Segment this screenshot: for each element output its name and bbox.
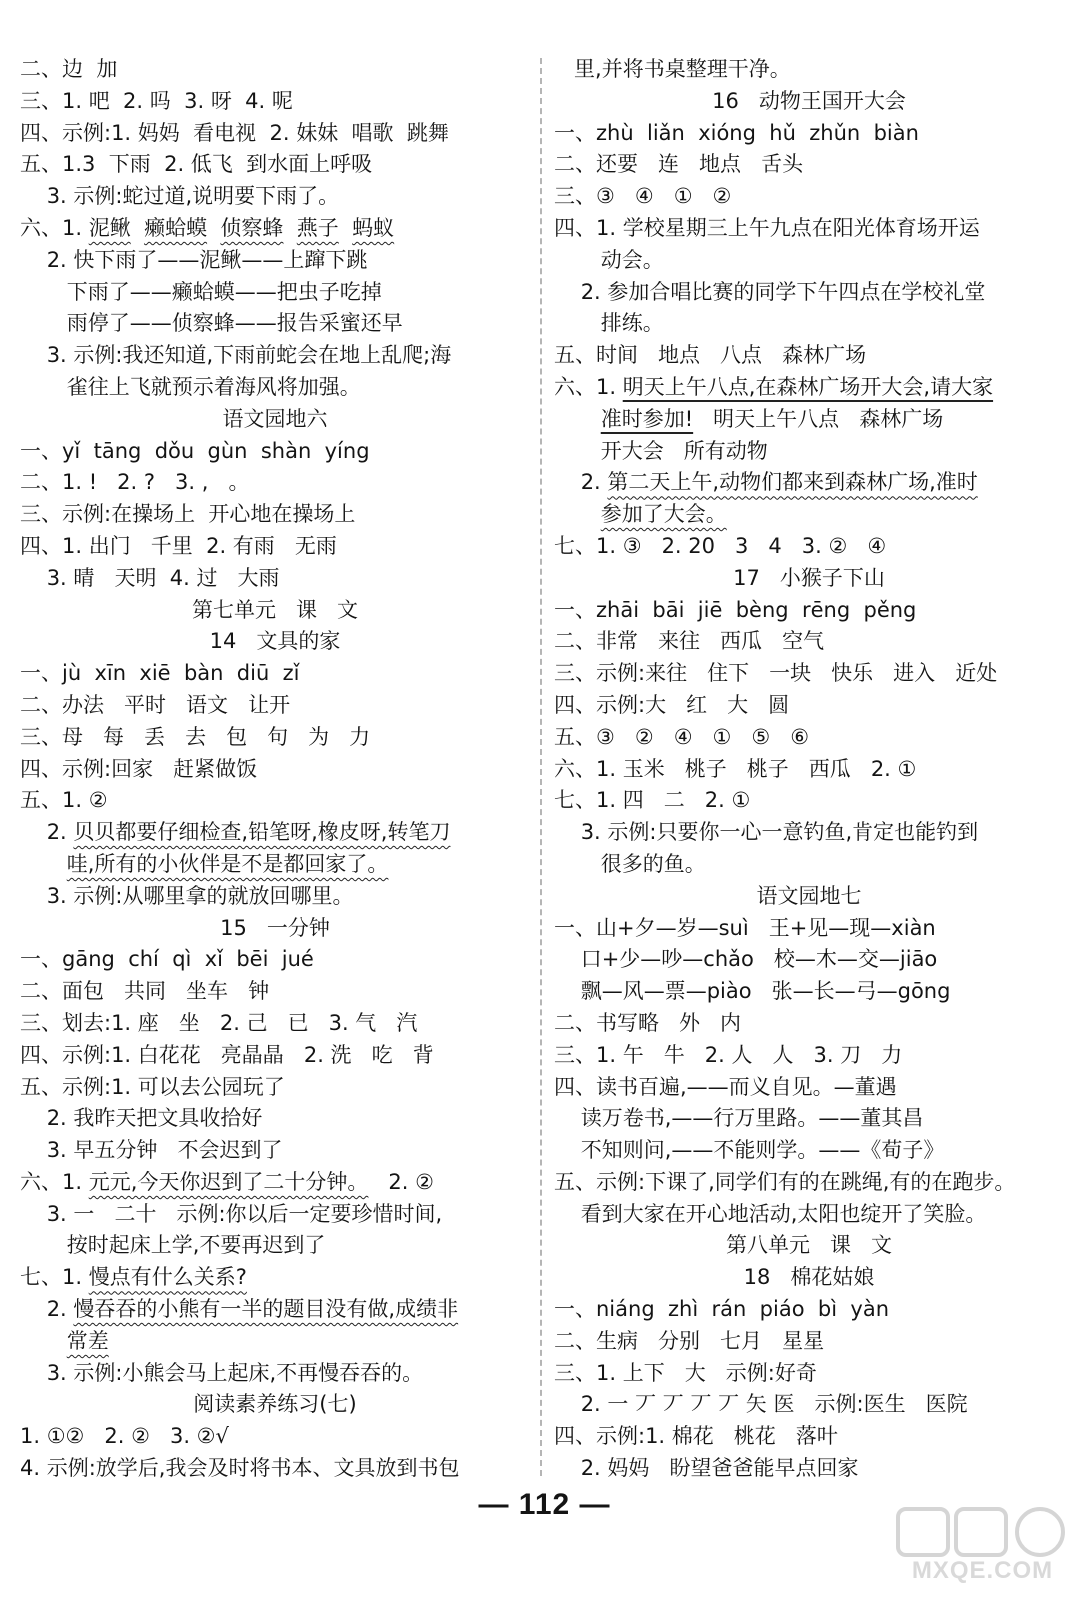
answer-text: 二、还要 连 地点 舌头 <box>554 152 804 177</box>
answer-text <box>20 1329 67 1353</box>
answer-text: 二、边 加 <box>20 57 118 81</box>
answer-text: 下雨了——癞蛤蟆——把虫子吃掉 <box>20 279 382 304</box>
answer-line <box>20 499 530 531</box>
answer-line <box>554 499 1064 531</box>
answer-line <box>20 658 530 690</box>
answer-line <box>554 1135 1064 1167</box>
answer-text: 开大会 所有动物 <box>554 438 768 463</box>
answer-text: 三、③ ④ ① ② <box>554 184 732 209</box>
answer-line <box>554 690 1064 722</box>
answer-line <box>20 881 530 913</box>
answer-text: 四、示例:1. 妈妈 看电视 2. 妹妹 唱歌 跳舞 <box>20 120 449 145</box>
answer-line <box>554 722 1064 754</box>
answer-text: 4. 示例:放学后,我会及时将书本、文具放到书包 <box>20 1456 460 1481</box>
underlined-answer: 元元,今天你迟到了二十分钟。 <box>88 1169 369 1194</box>
answer-line <box>554 149 1064 181</box>
answer-text: 三、示例:来往 住下 一块 快乐 进入 近处 <box>554 661 998 686</box>
answer-text: 六、1. 玉米 桃子 桃子 西瓜 2. ① <box>554 756 917 781</box>
answer-text: 读万卷书,——行万里路。——董其昌 <box>554 1106 924 1131</box>
answer-text: 四、1. 学校星期三上午九点在阳光体育场开运 <box>554 215 980 240</box>
answer-line <box>20 277 530 309</box>
answer-text: 2. 我昨天把文具收拾好 <box>20 1106 263 1131</box>
answer-line <box>554 1326 1064 1358</box>
column-divider <box>540 58 542 1476</box>
answer-text: 三、划去:1. 座 坐 2. 己 已 3. 气 汽 <box>20 1010 418 1035</box>
answer-text: 第七单元 课 文 <box>191 597 359 622</box>
left-answer-column <box>20 54 530 1485</box>
answer-line <box>554 372 1064 404</box>
answer-text: 四、1. 出门 千里 2. 有雨 无雨 <box>20 533 337 558</box>
answer-line <box>554 118 1064 150</box>
answer-line <box>554 404 1064 436</box>
answer-text: 四、读书百遍,——而义自见。—董遇 <box>554 1074 897 1099</box>
answer-text: 三、母 每 丢 去 包 句 为 力 <box>20 724 371 749</box>
answer-text: 二、面包 共同 坐车 钟 <box>20 979 270 1004</box>
answer-text: 语文园地六 <box>222 406 328 431</box>
answer-text: 17 小猴子下山 <box>733 565 885 590</box>
answer-text <box>554 502 601 526</box>
answer-text: 五、1.3 下雨 2. 低飞 到水面上呼吸 <box>20 152 373 177</box>
answer-text: 四、示例:1. 棉花 桃花 落叶 <box>554 1424 838 1449</box>
answer-text: 五、1. ② <box>20 788 108 813</box>
underlined-answer: 慢吞吞的小熊有一半的题目没有做,成绩非 <box>73 1297 459 1322</box>
answer-line <box>20 118 530 150</box>
answer-line <box>554 817 1064 849</box>
answer-text: 2. <box>554 470 608 495</box>
answer-text: 1. ①② 2. ② 3. ②√ <box>20 1424 229 1449</box>
answer-line <box>20 340 530 372</box>
underlined-answer: 参加了大会。 <box>600 502 727 527</box>
answer-text <box>20 852 67 876</box>
answer-line <box>20 308 530 340</box>
answer-line <box>554 944 1064 976</box>
right-answer-column <box>554 54 1064 1485</box>
answer-text: 2. <box>20 820 74 845</box>
answer-text: 2. <box>20 1297 74 1322</box>
section-heading <box>20 404 530 436</box>
answer-text: 五、时间 地点 八点 森林广场 <box>554 343 867 368</box>
underlined-answer: 贝贝都要仔细检查,铅笔呀,橡皮呀,转笔刀 <box>73 820 451 845</box>
answer-line <box>554 595 1064 627</box>
answer-line <box>20 372 530 404</box>
answer-text: 二、生病 分别 七月 星星 <box>554 1328 825 1353</box>
answer-line <box>554 531 1064 563</box>
answer-text <box>283 216 296 240</box>
answer-text: 3. 示例:蛇过道,说明要下雨了。 <box>20 184 340 209</box>
answer-text: 第八单元 课 文 <box>725 1233 893 1258</box>
answer-text: 16 动物王国开大会 <box>712 88 906 113</box>
answer-line <box>554 658 1064 690</box>
answer-text: 三、1. 吧 2. 吗 3. 呀 4. 呢 <box>20 88 293 113</box>
answer-text: 阅读素养练习(七) <box>193 1392 357 1417</box>
answer-text: 3. 示例:从哪里拿的就放回哪里。 <box>20 883 354 908</box>
underlined-answer: 哇,所有的小伙伴是不是都回家了。 <box>66 851 389 876</box>
answer-line <box>554 1072 1064 1104</box>
answer-text: 六、1. <box>20 215 89 240</box>
watermark-logo-icon <box>890 1505 1075 1561</box>
answer-line <box>20 849 530 881</box>
answer-line <box>554 785 1064 817</box>
answer-text: 3. 晴 天明 4. 过 大雨 <box>20 565 280 590</box>
answer-text: 15 一分钟 <box>220 915 330 940</box>
answer-text <box>207 216 220 240</box>
answer-text: 2. 快下雨了——泥鳅——上蹿下跳 <box>20 247 368 272</box>
answer-text <box>131 216 144 240</box>
section-heading <box>554 563 1064 595</box>
answer-text: 雀往上飞就预示着海风将加强。 <box>20 374 361 399</box>
answer-line <box>20 1167 530 1199</box>
answer-text <box>554 407 601 431</box>
answer-text: 里,并将书桌整理干净。 <box>554 57 791 81</box>
answer-line <box>554 1294 1064 1326</box>
underlined-answer: 泥鳅 <box>88 215 131 240</box>
answer-line <box>20 149 530 181</box>
answer-text: 四、示例:回家 赶紧做饭 <box>20 756 258 781</box>
underlined-answer: 常差 <box>66 1328 109 1353</box>
answer-text: 语文园地七 <box>756 883 862 908</box>
answer-line <box>554 277 1064 309</box>
answer-text: 三、1. 上下 大 示例:好奇 <box>554 1360 817 1385</box>
answer-line <box>20 467 530 499</box>
answer-line <box>554 626 1064 658</box>
answer-line <box>554 976 1064 1008</box>
underlined-answer: 癞蛤蟆 <box>144 215 208 240</box>
answer-text: 14 文具的家 <box>209 629 341 654</box>
answer-text: 一、jù xīn xiē bàn diū zǐ <box>20 661 300 686</box>
answer-line <box>554 1421 1064 1453</box>
answer-text: 动会。 <box>554 247 664 272</box>
answer-line <box>20 976 530 1008</box>
section-heading <box>20 913 530 945</box>
answer-text: 二、书写略 外 内 <box>554 1010 742 1035</box>
page-number: — 112 — <box>478 1488 611 1521</box>
answer-line <box>20 785 530 817</box>
answer-line <box>20 1040 530 1072</box>
answer-line <box>20 722 530 754</box>
answer-text: 一、山+夕—岁—suì 王+见—现—xiàn <box>554 915 936 940</box>
answer-line <box>20 1294 530 1326</box>
answer-text: 二、非常 来往 西瓜 空气 <box>554 629 825 654</box>
watermark-logo <box>890 1505 1075 1593</box>
answer-text: 明天上午八点 森林广场 <box>693 406 944 431</box>
answer-line <box>20 1453 530 1485</box>
answer-line <box>20 1358 530 1390</box>
answer-line <box>20 1230 530 1262</box>
answer-line <box>554 1008 1064 1040</box>
answer-line <box>20 531 530 563</box>
answer-line <box>554 340 1064 372</box>
answer-line <box>20 1103 530 1135</box>
answer-line <box>20 1326 530 1358</box>
answer-text: 排练。 <box>554 311 664 336</box>
answer-line <box>554 754 1064 786</box>
answer-line <box>20 245 530 277</box>
answer-text: 一、niáng zhì rán piáo bì yàn <box>554 1297 890 1322</box>
section-heading <box>20 1389 530 1421</box>
answer-text: 五、③ ② ④ ① ⑤ ⑥ <box>554 724 810 749</box>
answer-line <box>554 181 1064 213</box>
answer-line <box>554 913 1064 945</box>
answer-text: 一、zhù liǎn xióng hǔ zhǔn biàn <box>554 120 919 145</box>
answer-line <box>20 436 530 468</box>
answer-text: 五、示例:下课了,同学们有的在跳绳,有的在跑步。 <box>554 1169 1016 1194</box>
answer-text: 二、办法 平时 语文 让开 <box>20 692 291 717</box>
answer-line <box>20 690 530 722</box>
answer-text: 很多的鱼。 <box>554 851 706 876</box>
answer-text: 七、1. <box>20 1265 89 1290</box>
answer-text: 3. 一 二十 示例:你以后一定要珍惜时间, <box>20 1201 443 1226</box>
answer-text: 3. 早五分钟 不会迟到了 <box>20 1138 283 1163</box>
answer-line <box>20 181 530 213</box>
underlined-answer: 准时参加! <box>600 406 694 431</box>
answer-text: 四、示例:1. 白花花 亮晶晶 2. 洗 吃 背 <box>20 1042 434 1067</box>
underlined-answer: 明天上午八点,在森林广场开大会,请大家 <box>622 374 994 399</box>
watermark-url: MXQE.COM <box>911 1557 1054 1584</box>
underlined-answer: 慢点有什么关系? <box>88 1265 247 1290</box>
section-heading <box>20 595 530 627</box>
answer-text: 18 棉花姑娘 <box>743 1265 875 1290</box>
answer-line <box>554 849 1064 881</box>
answer-text: 三、示例:在操场上 开心地在操场上 <box>20 502 356 527</box>
answer-text: 二、1. ! 2. ? 3. , 。 <box>20 470 250 495</box>
answer-text: 一、yǐ tāng dǒu gùn shàn yíng <box>20 438 370 463</box>
answer-line <box>554 1358 1064 1390</box>
answer-text: 2. 参加合唱比赛的同学下午四点在学校礼堂 <box>554 279 986 304</box>
answer-line <box>20 1199 530 1231</box>
answer-text: 四、示例:大 红 大 圆 <box>554 692 790 717</box>
answer-line <box>20 944 530 976</box>
answer-text: 不知则问,——不能则学。——《荀子》 <box>554 1138 945 1163</box>
answer-line <box>554 213 1064 245</box>
answer-line <box>20 1262 530 1294</box>
answer-text: 3. 示例:小熊会马上起床,不再慢吞吞的。 <box>20 1360 424 1385</box>
answer-line <box>20 1421 530 1453</box>
answer-text: 五、示例:1. 可以去公园玩了 <box>20 1074 285 1099</box>
answer-text: 三、1. 午 牛 2. 人 人 3. 刀 力 <box>554 1042 903 1067</box>
answer-text: 看到大家在开心地活动,太阳也绽开了笑脸。 <box>554 1201 987 1226</box>
answer-text: 口+少—吵—chǎo 校—木—交—jiāo <box>554 947 938 972</box>
answer-line <box>20 754 530 786</box>
answer-line <box>554 1453 1064 1485</box>
section-heading <box>20 626 530 658</box>
section-heading <box>554 86 1064 118</box>
answer-line <box>20 86 530 118</box>
answer-text: 七、1. 四 二 2. ① <box>554 788 751 813</box>
answer-text: 2. 妈妈 盼望爸爸能早点回家 <box>554 1456 859 1481</box>
answer-line <box>20 213 530 245</box>
answer-text: 七、1. ③ 2. 20 3 4 3. ② ④ <box>554 533 887 558</box>
answer-line <box>554 245 1064 277</box>
answer-line <box>554 1389 1064 1421</box>
answer-text: 3. 示例:只要你一心一意钓鱼,肯定也能钓到 <box>554 820 979 845</box>
underlined-answer: 侦察蜂 <box>220 215 284 240</box>
answer-line <box>554 308 1064 340</box>
answer-line <box>20 1072 530 1104</box>
answer-text: 2. 一 丆 丆 丆 丆 矢 医 示例:医生 医院 <box>554 1392 968 1417</box>
answer-line <box>20 54 530 86</box>
underlined-answer: 蚂蚁 <box>352 215 395 240</box>
answer-text <box>339 216 352 240</box>
underlined-answer: 第二天上午,动物们都来到森林广场,准时 <box>607 470 978 495</box>
answer-text: 3. 示例:我还知道,下雨前蛇会在地上乱爬;海 <box>20 343 452 368</box>
answer-text: 六、1. <box>20 1169 89 1194</box>
answer-text: 按时起床上学,不要再迟到了 <box>20 1233 326 1258</box>
answer-line <box>20 1008 530 1040</box>
section-heading <box>554 1230 1064 1262</box>
underlined-answer: 燕子 <box>296 215 339 240</box>
answer-text: 雨停了——侦察蜂——报告采蜜还早 <box>20 311 403 336</box>
answer-line <box>554 1199 1064 1231</box>
answer-line <box>554 1040 1064 1072</box>
answer-line <box>554 1167 1064 1199</box>
answer-line <box>554 467 1064 499</box>
answer-line <box>20 1135 530 1167</box>
answer-line <box>554 1103 1064 1135</box>
answer-line <box>554 436 1064 468</box>
answer-text: 六、1. <box>554 374 623 399</box>
answer-line <box>554 54 1064 86</box>
answer-text: 飘—风—票—piào 张—长—弓—gōng <box>554 979 951 1004</box>
answer-text: 2. ② <box>368 1169 434 1194</box>
answer-line <box>20 563 530 595</box>
answer-line <box>20 817 530 849</box>
section-heading <box>554 881 1064 913</box>
answer-text: 一、gāng chí qì xǐ bēi jué <box>20 947 314 972</box>
answer-text: 一、zhāi bāi jiē bèng rēng pěng <box>554 597 917 622</box>
section-heading <box>554 1262 1064 1294</box>
